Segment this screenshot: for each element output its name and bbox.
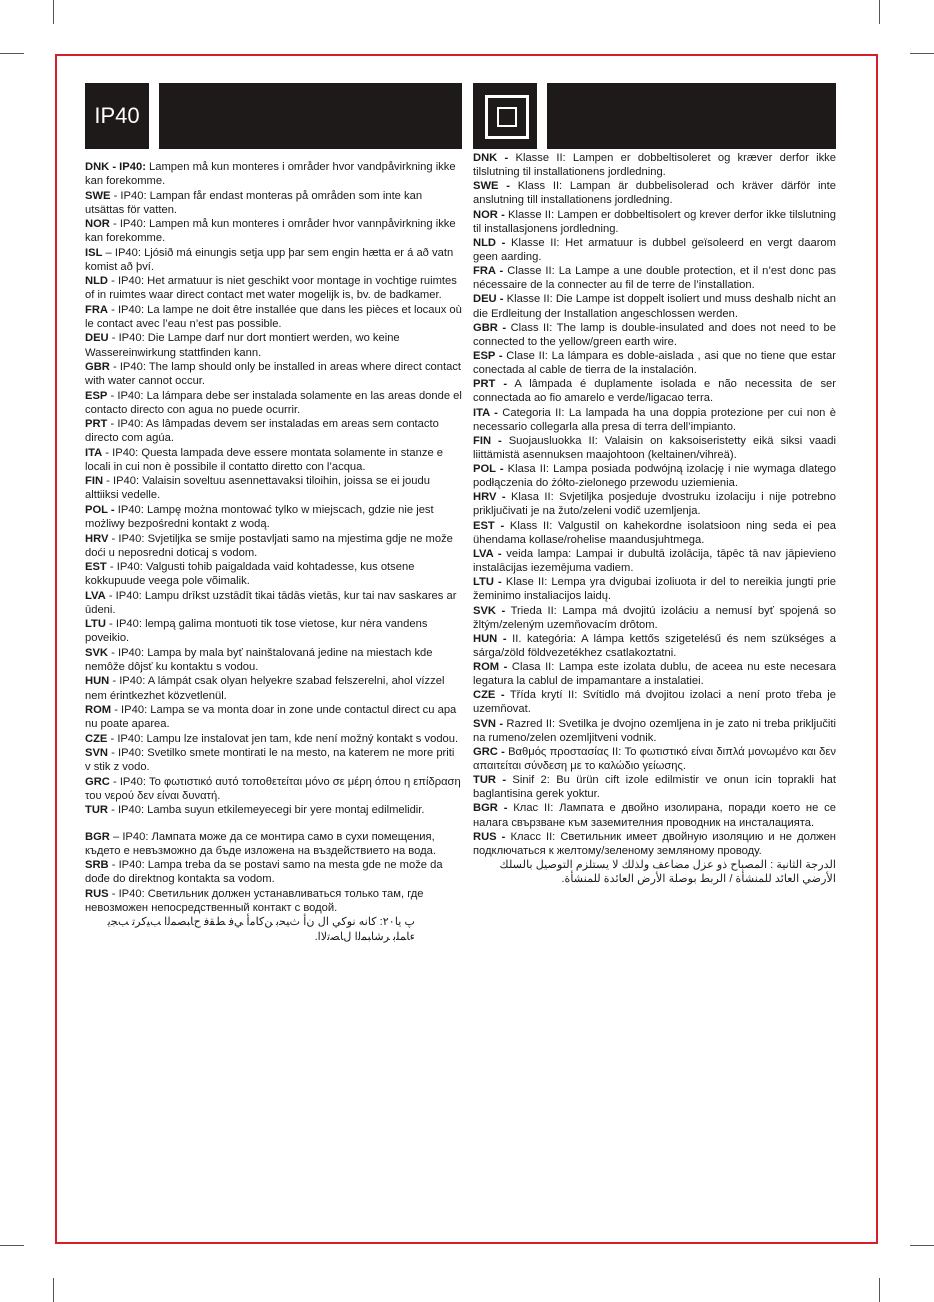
language-code: ROM -	[473, 661, 508, 674]
language-code: SWE -	[473, 180, 510, 193]
language-code: CZE	[85, 732, 108, 745]
language-code: PRT	[85, 418, 108, 431]
language-code: LVA -	[473, 547, 502, 560]
class2-entry	[473, 830, 836, 858]
crop-mark-bl-v	[53, 1278, 54, 1302]
language-code: BGR	[85, 830, 110, 843]
instruction-text: veida lampa: Lampai ir dubultā izolācija, tāpēc tā nav jāpievieno instalācijas iezemējuma vadiem.	[473, 547, 836, 575]
language-code: ESP	[85, 389, 108, 402]
instruction-text: A lâmpada é duplamente isolada e não necessita de ser connectada ao fio amarelo e verde/ligacao terra.	[473, 378, 836, 405]
language-code: NLD	[85, 275, 108, 288]
language-code: GBR	[85, 361, 110, 374]
instruction-text: Klass II: Lampan är dubbelisolerad och kräver därför inte anslutning till installationens jordledning.	[473, 180, 836, 207]
ip40-entry	[85, 803, 463, 817]
class2-entry	[473, 434, 836, 462]
ip40-entry	[85, 389, 463, 417]
ip40-entry	[85, 189, 463, 217]
language-code: DEU -	[473, 293, 504, 306]
instruction-text: Klasse II: Die Lampe ist doppelt isoliert und muss deshalb nicht an die Erdleitung der Installation angeschlossen werden.	[473, 293, 836, 320]
language-code: HRV -	[473, 491, 506, 504]
language-code: FRA -	[473, 265, 504, 278]
instruction-text: - IP40: Светильник должен устанавливаться только там, где невозможен непосредственный контакт с водой.	[85, 887, 424, 914]
class2-entry	[473, 321, 836, 349]
language-code: PRT -	[473, 378, 508, 391]
instruction-text: - IP40: As lâmpadas devem ser instaladas em areas sem contacto directo com agúa.	[85, 418, 439, 445]
language-code: DEU	[85, 332, 109, 345]
language-code: RUS -	[473, 830, 506, 843]
instruction-text: Suojausluokka II: Valaisin on kaksoiseristetty eikä siksi vaadi liittämistä asennuksen maajohtoon (keltainen/vihreä).	[473, 434, 836, 461]
instruction-text: - IP40: Lampa by mala byť nainštalovaná jedine na miestach kde nemôže dôjsť ku kontaktu s vodou.	[85, 646, 433, 673]
instruction-text: Clasa II: Lampa este izolata dublu, de aceea nu este necesara legatura la cablul de impamantare a instalatiei.	[473, 661, 836, 688]
crop-mark-tl-v	[53, 0, 54, 24]
ip40-entry	[85, 703, 463, 731]
class2-entry	[473, 801, 836, 829]
language-code: SWE	[85, 189, 111, 202]
ip40-entry	[85, 246, 463, 274]
ip40-entry	[85, 732, 463, 746]
language-code: ISL	[85, 246, 103, 259]
instruction-text: Třída krytí II: Svítidlo má dvojitou izolaci a není proto třeba je uzemňovat.	[473, 689, 836, 716]
language-code: TUR	[85, 804, 108, 817]
instruction-text: Класс II: Светильник имеет двойную изоляцию и не должен подключаться к желтому/зеленому земляному проводу.	[473, 830, 836, 857]
class2-entry	[473, 547, 836, 575]
ip40-entry	[85, 503, 463, 531]
language-code: NOR -	[473, 208, 505, 221]
crop-mark-bl-h	[0, 1245, 24, 1246]
language-code: RUS	[85, 887, 109, 900]
class2-instructions-column	[473, 151, 836, 886]
header-bar-left	[159, 83, 462, 149]
class2-entry	[473, 688, 836, 716]
instruction-text: Klasse II: Lampen er dobbeltisoleret og kræver derfor ikke tilslutning til installationens jordledning.	[473, 152, 836, 179]
class2-entry	[473, 208, 836, 236]
ip40-entry	[85, 532, 463, 560]
language-code: SVK	[85, 646, 109, 659]
ip40-entry	[85, 617, 463, 645]
instruction-text: – IP40: Ljósið má einungis setja upp þar sem engin hætta er á að vatn komist að því.	[85, 246, 454, 273]
instruction-text: Klass II: Valgustil on kahekordne isolatsioon ning seda ei pea ühendama kollase/rohelise maandusjuhtmega.	[473, 519, 837, 546]
language-code: SRB	[85, 859, 109, 872]
class2-entry	[473, 292, 836, 320]
instruction-text: - IP40: Lampu drīkst uzstādīt tikai tādās vietās, kur tai nav saskares ar ūdeni.	[85, 589, 457, 616]
instruction-text: Classe II: La Lampe a une double protection, et il n’est donc pas nécessaire de la connecter au fil de terre de l’installation.	[473, 265, 836, 292]
ip40-entry	[85, 417, 463, 445]
language-code: NOR	[85, 218, 110, 231]
ip40-entry	[85, 331, 463, 359]
ip40-entry	[85, 858, 463, 886]
instruction-text: Klasa II: Lampa posiada podwójną izolację i nie wymaga dlatego podłączenia do żółto-zielonego przewodu uziemienia.	[473, 463, 836, 490]
language-code: HRV	[85, 532, 109, 545]
ip-rating-label: IP40	[85, 83, 149, 149]
instruction-text: IP40: Lampę można montować tylko w miejscach, gdzie nie jest możliwy bezpośredni kontakt z wodą.	[85, 503, 434, 531]
instruction-text: Клас II: Лампата е двойно изолирана, поради което не се налага свързване към заземителния проводник на инсталацията.	[473, 802, 836, 829]
double-square-inner-icon	[497, 107, 517, 127]
crop-mark-tr-h	[910, 53, 934, 54]
class2-entry	[473, 717, 836, 745]
class2-entry	[473, 660, 836, 688]
arabic-ip40-text: ﭖ ﻳﺎ٢٠: ﻛﺎﻧﻪ ﻧﻮﻛﻲ ﺍﻝ ﻥﺃ ﺙﻴﺤﺑ ﻦﻛﺎﻣﺃ ﻲﻓ ﻂﻘﻓ ﺡﺎﺒﺼﻤﻟﺍ ﺐﻴﻛﺮﺗ ﺐﺠﻳ ءﺎﻤﻠﺑ ﺮﺷﺎﺒﻤﻟﺍ ﻝﺎﺼﺗﻻﺍ.	[107, 916, 415, 943]
class2-entry	[473, 462, 836, 490]
language-code: GRC -	[473, 745, 505, 758]
class2-entry	[473, 519, 836, 547]
ip40-entry	[85, 217, 463, 245]
crop-mark-br-h	[910, 1245, 934, 1246]
language-code: LTU	[85, 618, 106, 631]
language-code: ITA	[85, 446, 103, 459]
instruction-text: - IP40: La lampe ne doit être installée que dans les pièces et locaux où le contact avec l’eau n’est pas possible.	[85, 303, 462, 330]
instruction-text: - IP40: Το φωτιστικό αυτό τοποθετείται μόνο σε μέρη όπου η επίδραση του νερού δεν είναι δυνατή.	[85, 775, 461, 802]
instruction-text: - IP40: Lampen må kun monteres i områder hvor vannpåvirkning ikke kan forekomme.	[85, 218, 456, 245]
ip40-entry	[85, 830, 463, 858]
language-code: HUN	[85, 675, 110, 688]
instruction-text: - IP40: Die Lampe darf nur dort montiert werden, wo keine Wassereinwirkung stattfinden kann.	[85, 332, 400, 359]
class2-entry	[473, 179, 836, 207]
instruction-text: - IP40: A lámpát csak olyan helyekre szabad felszerelni, ahol vízzel nem érintkezhet közvetlenül.	[85, 675, 445, 702]
ip40-entry	[85, 775, 463, 803]
instruction-text: – IP40: Лампата може да се монтира само в сухи помещения, където е невъзможно да бъде изложена на въздействието на вода.	[85, 830, 436, 857]
class2-entry	[473, 377, 836, 405]
instruction-text: - IP40: Het armatuur is niet geschikt voor montage in vochtige ruimtes of in ruimtes waar direct contact met water mogelijk is, bv. de badkamer.	[85, 275, 457, 302]
header-bar-right	[547, 83, 836, 149]
ip40-entry	[85, 474, 463, 502]
language-code: FRA	[85, 303, 108, 316]
instruction-text: - IP40: The lamp should only be installed in areas where direct contact with water cannot occur.	[85, 361, 462, 388]
instruction-text: Βαθμός προστασίας II: Το φωτιστικό είναι διπλά μονωμένο και δεν απαιτείται σύνδεση με το καλώδιο γείωσης.	[473, 745, 836, 772]
crop-mark-tr-v	[879, 0, 880, 24]
instruction-text: Klasa II: Svjetiljka posjeduje dvostruku izolaciju i nije potrebno priključivati je na žuto/zeleni vodič uzemljenja.	[473, 491, 836, 518]
instruction-text: - IP40: Lampan får endast monteras på områden som inte kan utsättas för vatten.	[85, 189, 423, 216]
language-code: ITA -	[473, 406, 498, 419]
instruction-text: Klasse II: Het armatuur is dubbel geïsoleerd en vergt daarom geen aarding.	[473, 236, 836, 263]
language-code: EST	[85, 561, 107, 574]
instruction-text: - IP40: Lampa treba da se postavi samo na mesta gde ne može da dođe do direktnog kontakta sa vodom.	[85, 859, 443, 886]
instruction-text: Trieda II: Lampa má dvojitú izoláciu a nemusí byť spojená so žltým/zeleným uzemňovacím drôtom.	[473, 604, 836, 631]
language-code: HUN -	[473, 632, 507, 645]
ip40-entry	[85, 646, 463, 674]
instruction-text: - IP40: Svjetiljka se smije postavljati samo na mjestima gdje ne može doći u neposredni doticaj s vodom.	[85, 532, 453, 559]
instruction-text: Klase II: Lempa yra dvigubai izoliuota ir del to nereikia jungti prie žeminimo instaliacijos laidų.	[473, 576, 836, 603]
class2-entry	[473, 151, 836, 179]
language-code: TUR -	[473, 774, 507, 787]
class2-entry	[473, 773, 836, 801]
ip40-entry	[85, 360, 463, 388]
instruction-text: Categoria II: La lampada ha una doppia protezione per cui non è necessario collegarla alla presa di terra dell’impianto.	[473, 406, 836, 433]
language-code: ROM	[85, 703, 112, 716]
instruction-text: - IP40: lempą galima montuoti tik tose vietose, kur nėra vandens poveikio.	[85, 618, 428, 645]
instruction-text: - IP40: Valgusti tohib paigaldada vaid kohtadesse, kus otsene kokkupuude veega pole võimalik.	[85, 561, 415, 588]
instruction-text: Lampen må kun monteres i områder hvor vandpåvirkning ikke kan forekomme.	[85, 161, 456, 188]
language-code: LTU -	[473, 576, 502, 589]
language-code: GRC	[85, 775, 110, 788]
instruction-text: - IP40: La lámpara debe ser instalada solamente en las areas donde el contacto directo con agua no puede ocurrir.	[85, 389, 462, 416]
class2-entry	[473, 236, 836, 264]
ip40-entry	[85, 446, 463, 474]
language-code: FIN	[85, 475, 104, 488]
class2-entry	[473, 575, 836, 603]
class2-entry	[473, 604, 836, 632]
language-code: DNK - IP40:	[85, 161, 146, 173]
instruction-text: - IP40: Valaisin soveltuu asennettavaksi tiloihin, joissa se ei joudu alttiiksi vedelle.	[85, 475, 430, 502]
language-code: ESP -	[473, 349, 503, 362]
instruction-text: Klasse II: Lampen er dobbeltisolert og krever derfor ikke tilslutning til installasjonens jordledning.	[473, 208, 836, 235]
instruction-text: Clase II: La lámpara es doble-aislada , asi que no tiene que estar conectada al cable de tierra de la instalación.	[473, 349, 836, 377]
language-code: NLD -	[473, 236, 506, 249]
language-code: DNK -	[473, 152, 509, 164]
language-code: EST -	[473, 519, 505, 532]
ip40-entry	[85, 746, 463, 774]
ip40-entry	[85, 589, 463, 617]
ip40-entry	[85, 274, 463, 302]
language-code: SVN -	[473, 717, 504, 730]
instruction-text: - IP40: Lampa se va monta doar in zone unde contactul direct cu apa nu poate aparea.	[85, 703, 457, 731]
instruction-text: Sinif 2: Bu ürün cift izole edilmistir ve onun icin toprakli hat baglantisina gerek yoktur.	[473, 774, 837, 801]
class2-entry	[473, 349, 836, 377]
ip40-entry	[85, 160, 463, 188]
class2-entry	[473, 406, 836, 434]
language-code: FIN -	[473, 434, 502, 447]
class2-entry	[473, 490, 836, 518]
language-code: POL -	[85, 503, 115, 516]
ip40-instructions-column	[85, 160, 463, 944]
ip40-entry	[85, 887, 463, 915]
ip40-entry	[85, 674, 463, 702]
language-code: BGR -	[473, 802, 508, 815]
language-code: CZE -	[473, 689, 505, 702]
language-code: SVK -	[473, 604, 506, 617]
instruction-text: - IP40: Svetilko smete montirati le na mesto, na katerem ne more priti v stik z vodo.	[85, 747, 455, 774]
instruction-text: - IP40: Lamba suyun etkilemeyecegi bir yere montaj edilmelidir.	[108, 804, 425, 817]
crop-mark-br-v	[879, 1278, 880, 1302]
ip40-entry	[85, 560, 463, 588]
class2-entry	[473, 745, 836, 773]
instruction-text: - IP40: Questa lampada deve essere montata solamente in stanze e locali in cui non è possibile il contatto diretto con l’acqua.	[85, 446, 443, 473]
language-code: SVN	[85, 747, 109, 760]
ip40-entry	[85, 303, 463, 331]
instruction-text: Class II: The lamp is double-insulated and does not need to be connected to the yellow/green earth wire.	[473, 321, 836, 348]
class2-entry	[473, 632, 836, 660]
crop-mark-tl-h	[0, 53, 24, 54]
instruction-text: - IP40: Lampu lze instalovat jen tam, kde není možný kontakt s vodou.	[107, 732, 459, 745]
language-code: POL -	[473, 463, 504, 476]
language-code: LVA	[85, 589, 106, 602]
class2-entry	[473, 264, 836, 292]
instruction-text: II. kategória: A lámpa kettős szigetelésű és nem szükséges a sárga/zöld földvezetékhez csatlakoztatni.	[473, 632, 836, 659]
instruction-text: Razred II: Svetilka je dvojno ozemljena in je zato ni treba priključiti na rumeno/zelen ozemljitveni vodnik.	[473, 717, 836, 744]
arabic-class2-text: الدرجة الثانية : المصباح ذو عزل مضاعف ولذلك لا يستلزم التوصيل بالسلك الأرضي العائد للمنشأة / الربط بوصلة الأرض العائدة للمنشأة.	[499, 859, 836, 886]
language-code: GBR -	[473, 321, 507, 334]
